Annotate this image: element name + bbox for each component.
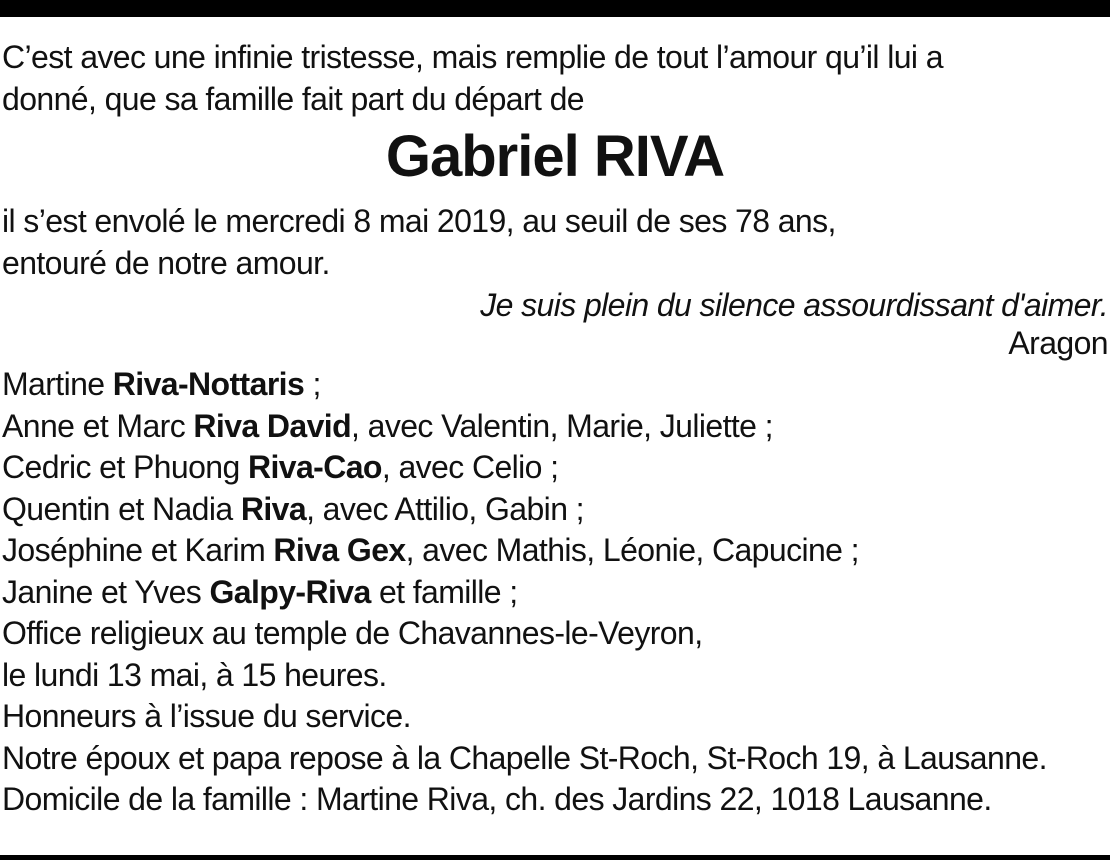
family-suffix: , avec Valentin, Marie, Juliette ; xyxy=(351,407,773,444)
service-details xyxy=(2,613,1108,821)
quote-text: Je suis plein du silence assourdissant d'aimer. xyxy=(480,287,1108,323)
family-suffix: , avec Attilio, Gabin ; xyxy=(306,490,584,527)
family-line xyxy=(2,530,1108,572)
family-suffix: et famille ; xyxy=(370,573,518,610)
intro-line-2: donné, que sa famille fait part du départ de xyxy=(2,81,585,117)
family-names: Joséphine et Karim xyxy=(2,532,274,568)
family-suffix: , avec Celio ; xyxy=(381,449,559,485)
family-names: Martine xyxy=(2,366,113,402)
family-list xyxy=(2,364,1108,613)
obituary-notice xyxy=(2,36,1108,821)
quote-author: Aragon xyxy=(1008,325,1108,361)
family-suffix: , avec Mathis, Léonie, Capucine ; xyxy=(405,532,859,568)
family-names: Quentin et Nadia xyxy=(2,490,241,527)
family-names: Cedric et Phuong xyxy=(2,449,248,485)
bottom-border-rule xyxy=(0,855,1110,860)
family-surname: Riva xyxy=(240,490,307,527)
family-address: Domicile de la famille : Martine Riva, ch. des Jardins 22, 1018 Lausanne. xyxy=(2,781,992,817)
deceased-name: Gabriel RIVA xyxy=(385,124,725,189)
family-surname: Riva-Nottaris xyxy=(112,366,305,402)
family-line xyxy=(2,406,1108,448)
death-text-line-1: il s’est envolé le mercredi 8 mai 2019, au seuil de ses 78 ans, xyxy=(2,203,836,239)
death-text-line-2: entouré de notre amour. xyxy=(2,245,330,281)
family-line xyxy=(2,489,1108,531)
intro-line-1: C’est avec une infinie tristesse, mais remplie de tout l’amour qu’il lui a xyxy=(2,39,943,75)
top-border-rule xyxy=(0,0,1110,17)
family-names: Anne et Marc xyxy=(2,407,194,444)
family-surname: Riva Gex xyxy=(273,532,406,568)
family-suffix: ; xyxy=(304,366,321,402)
family-names: Janine et Yves xyxy=(2,573,210,610)
honors-note: Honneurs à l’issue du service. xyxy=(2,698,411,734)
service-datetime: le lundi 13 mai, à 15 heures. xyxy=(2,656,387,693)
service-location: Office religieux au temple de Chavannes-le-Veyron, xyxy=(2,615,703,651)
chapel-location: Notre époux et papa repose à la Chapelle St-Roch, St-Roch 19, à Lausanne. xyxy=(2,739,1047,776)
family-surname: Riva David xyxy=(193,407,352,444)
family-line xyxy=(2,447,1108,489)
family-line xyxy=(2,572,1108,614)
family-surname: Riva-Cao xyxy=(247,449,382,485)
family-line xyxy=(2,364,1108,406)
family-surname: Galpy-Riva xyxy=(209,573,371,610)
